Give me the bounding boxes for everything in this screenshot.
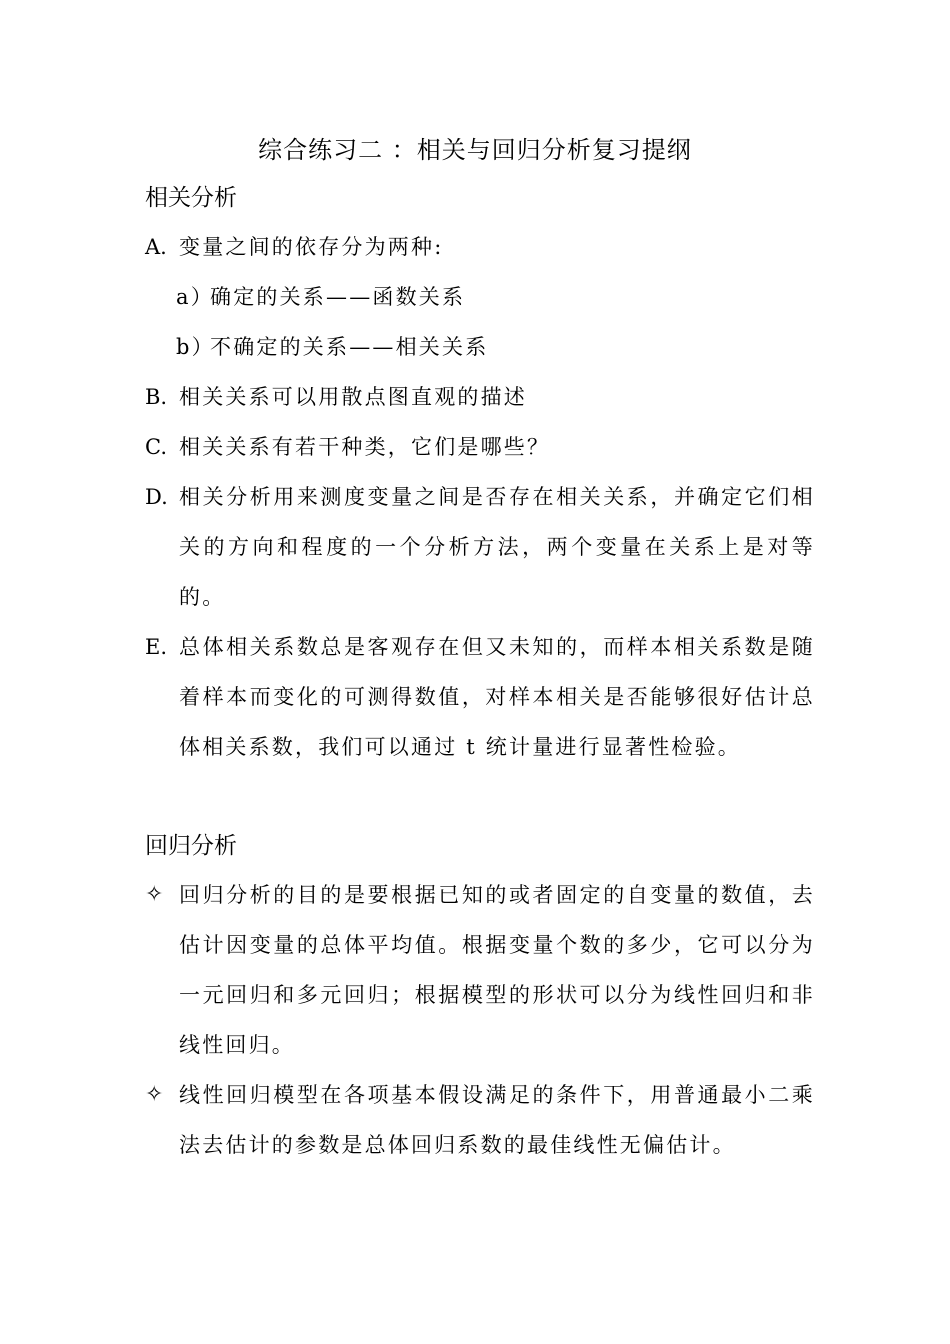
sub-item-a (176, 272, 465, 322)
list-item-e (145, 622, 815, 772)
sub-marker-a: a） (176, 285, 214, 309)
list-text-a: 变量之间的依存分为两种: (179, 235, 444, 259)
list-item-b (145, 372, 815, 422)
list-marker-d: D. (145, 485, 168, 509)
list-text-b: 相关关系可以用散点图直观的描述 (179, 385, 527, 409)
section-heading-regression: 回归分析 (145, 833, 237, 859)
bullet-item-2 (145, 1070, 815, 1170)
bullet-text-2: 线性回归模型在各项基本假设满足的条件下，用普通最小二乘法去估计的参数是总体回归系数的最佳线性无偏估计。 (179, 1083, 815, 1157)
list-marker-a: A. (145, 235, 167, 259)
diamond-bullet-icon: ✧ (145, 1082, 164, 1107)
list-marker-c: C. (145, 435, 167, 459)
list-text-e: 总体相关系数总是客观存在但又未知的，而样本相关系数是随着样本而变化的可测得数值，对样本相关是否能够很好估计总体相关系数，我们可以通过 t 统计量进行显著性检验。 (179, 635, 815, 759)
list-text-c: 相关关系有若干种类，它们是哪些？ (179, 435, 551, 459)
section-heading-correlation: 相关分析 (145, 185, 237, 211)
sub-text-b: 不确定的关系——相关关系 (210, 335, 489, 359)
sub-text-a: 确定的关系——函数关系 (210, 285, 466, 309)
list-marker-b: B. (145, 385, 168, 409)
list-marker-e: E. (145, 635, 168, 659)
sub-item-b (176, 322, 488, 372)
document-title: 综合练习二 ：相关与回归分析复习提纲 (258, 136, 692, 164)
list-item-d (145, 472, 815, 622)
sub-marker-b: b） (176, 335, 215, 359)
list-text-d: 相关分析用来测度变量之间是否存在相关关系，并确定它们相关的方向和程度的一个分析方法，两个变量在关系上是对等的。 (179, 485, 815, 609)
bullet-item-1 (145, 870, 815, 1070)
list-item-a (145, 222, 815, 272)
diamond-bullet-icon: ✧ (145, 882, 164, 907)
bullet-text-1: 回归分析的目的是要根据已知的或者固定的自变量的数值，去估计因变量的总体平均值。根据变量个数的多少，它可以分为一元回归和多元回归；根据模型的形状可以分为线性回归和非线性回归。 (179, 883, 815, 1057)
list-item-c (145, 422, 815, 472)
